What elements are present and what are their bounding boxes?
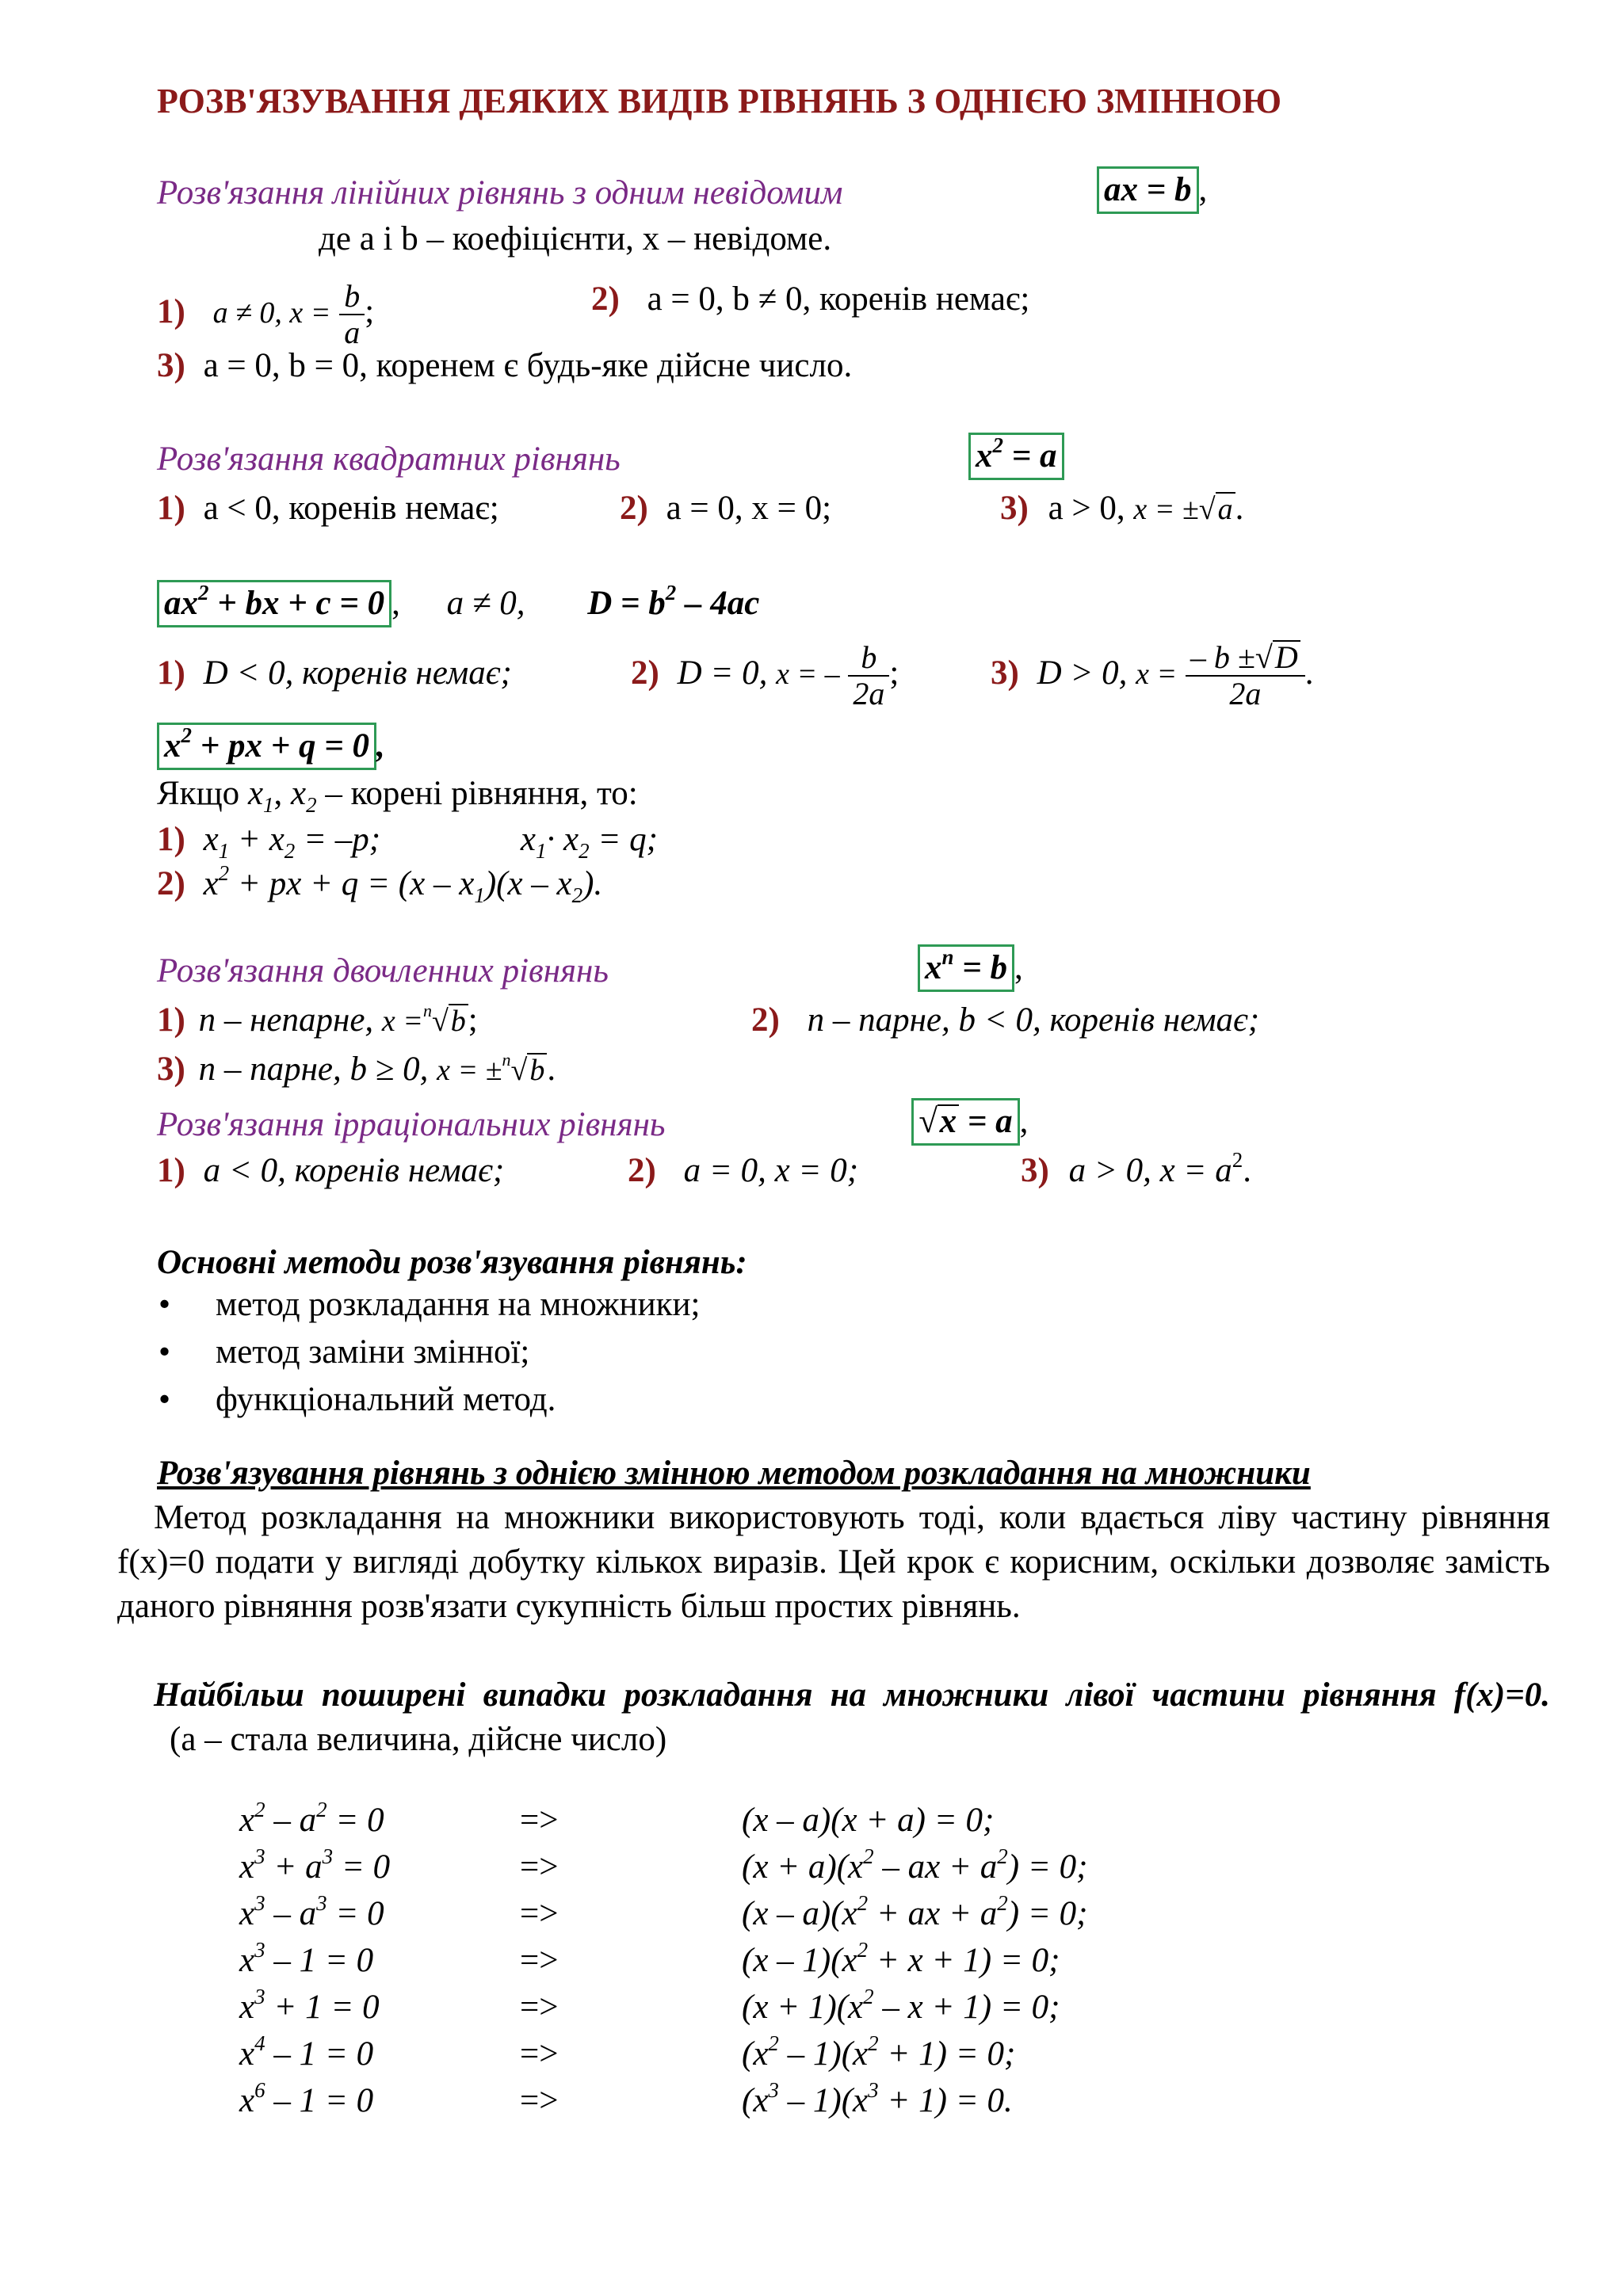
equation-left: $x^3 - 1 = 0$ bbox=[239, 1938, 374, 1979]
equation-factored: $(x + a)(x^2$ – ax + $a^2) = 0$; bbox=[742, 1844, 1088, 1886]
linear-formula: ax = b bbox=[1097, 166, 1199, 214]
quadratic-case-3: 3) a > 0, x = ±√a. bbox=[1000, 490, 1244, 527]
irrational-case-2: 2) a = 0, x = 0; bbox=[628, 1152, 859, 1189]
reduced-quadratic-formula: $x^2$ + px + q = 0 bbox=[157, 723, 376, 770]
general-case-2: 2) D = 0, x = – $\frac{b}{2a}$ ; bbox=[631, 639, 899, 711]
binomial-case-3: 3) n – парне, b ≥ 0, x = ±$^n$√b. bbox=[157, 1050, 556, 1088]
linear-heading: Розв'язання лінійних рівнянь з одним невідомим bbox=[157, 174, 843, 212]
irrational-heading: Розв'язання ірраціональних рівнянь bbox=[157, 1106, 666, 1143]
equation-left: $x^3 + a^3 = 0$ bbox=[239, 1844, 391, 1886]
linear-formula-box: ax = b , bbox=[1097, 166, 1207, 214]
equation-left: $x^6 - 1 = 0$ bbox=[239, 2078, 374, 2119]
implies-arrow: => bbox=[520, 2082, 559, 2119]
discriminant-formula: $D = b^2 - 4ac$ bbox=[587, 581, 760, 622]
binomial-heading: Розв'язання двочленних рівнянь bbox=[157, 952, 609, 990]
equation-left: $x^2 - a^2 = 0$ bbox=[239, 1798, 384, 1839]
implies-arrow: => bbox=[520, 1895, 559, 1932]
equation-factored: (x – a)(x + a) = 0; bbox=[742, 1802, 995, 1839]
equation-factored: $(x + 1)(x^2 - x + 1) = 0$; bbox=[742, 1985, 1060, 2026]
vieta-row-1: 1) $x_1 + x_2 = -p$; $x_1\cdot x_2 = q$; bbox=[157, 821, 658, 863]
general-case-3: 3) D > 0, x = $\frac{- b \pm√D}{2a}$ . bbox=[991, 639, 1314, 711]
vieta-intro: Якщо $x_1$, $x_2$ – корені рівняння, то: bbox=[157, 775, 638, 817]
implies-arrow: => bbox=[520, 1802, 559, 1839]
quadratic-formula: $x^2 = a$ bbox=[968, 433, 1064, 480]
linear-fraction: $\frac{b}{a}$ bbox=[339, 279, 365, 350]
general-quadratic-formula: $ax^2$ + bx + c = 0 bbox=[157, 580, 391, 627]
equation-factored: $(x - a)(x^2$ + ax + $a^2) = 0$; bbox=[742, 1891, 1088, 1932]
linear-case-1: 1) a ≠ 0, x = $\frac{b}{a}$ ; bbox=[157, 278, 375, 350]
methods-heading: Основні методи розв'язування рівнянь: bbox=[157, 1244, 747, 1281]
list-item: • функціональний метод. bbox=[158, 1381, 556, 1418]
equation-factored: $(x^2 - 1)(x^2 + 1) = 0$; bbox=[742, 2031, 1016, 2073]
implies-arrow: => bbox=[520, 1942, 559, 1979]
linear-where: де a і b – коефіцієнти, x – невідоме. bbox=[319, 220, 832, 257]
irrational-case-3: 3) a > 0, $x = a^2$. bbox=[1021, 1148, 1251, 1189]
page-title: РОЗВ'ЯЗУВАННЯ ДЕЯКИХ ВИДІВ РІВНЯНЬ З ОДНІЄЮ ЗМІННОЮ bbox=[157, 82, 1282, 120]
list-item: • метод заміни змінної; bbox=[158, 1333, 530, 1371]
reduced-quadratic-line: $x^2$ + px + q = 0 , bbox=[157, 723, 385, 770]
irrational-formula: √x = a bbox=[911, 1098, 1020, 1146]
binomial-case-2: 2) n – парне, b < 0, коренів немає; bbox=[751, 1001, 1260, 1039]
equation-factored: $(x^3 - 1)(x^3 + 1) = 0$. bbox=[742, 2078, 1013, 2119]
general-case-1: 1) D < 0, коренів немає; bbox=[157, 654, 512, 692]
binomial-formula-box: $x^n = b$ , bbox=[918, 944, 1023, 992]
factoring-cases-intro: Найбільш поширені випадки розкладання на множники лівої частини рівняння f(x)=0. (a – стала величина, дійсне число) bbox=[154, 1676, 1550, 1758]
quadratic-case-1: 1) a < 0, коренів немає; bbox=[157, 490, 499, 527]
factoring-heading: Розв'язування рівнянь з однією змінною методом розкладання на множники bbox=[157, 1455, 1311, 1492]
quadratic-heading: Розв'язання квадратних рівнянь bbox=[157, 441, 621, 478]
irrational-formula-box: √x = a , bbox=[911, 1098, 1028, 1146]
vieta-row-2: 2) $x^2$ + px + $q = (x - x_1)(x - x_2)$. bbox=[157, 861, 603, 907]
list-item: • метод розкладання на множники; bbox=[158, 1286, 701, 1323]
general-quadratic-line: $ax^2$ + bx + c = 0 , a ≠ 0, $D = b^2 - 4ac$ bbox=[157, 580, 759, 627]
equation-left: $x^3 + 1 = 0$ bbox=[239, 1985, 380, 2026]
quadratic-case-2: 2) a = 0, x = 0; bbox=[620, 490, 832, 527]
methods-list bbox=[158, 1281, 700, 1424]
irrational-case-1: 1) a < 0, коренів немає; bbox=[157, 1152, 505, 1189]
linear-case-2: 2) a = 0, b ≠ 0, коренів немає; bbox=[591, 280, 1030, 318]
linear-case-3: 3) a = 0, b = 0, коренем є будь-яке дійсне число. bbox=[157, 347, 853, 384]
implies-arrow: => bbox=[520, 1989, 559, 2026]
equation-left: $x^4 - 1 = 0$ bbox=[239, 2031, 374, 2073]
equation-left: $x^3 - a^3 = 0$ bbox=[239, 1891, 384, 1932]
binomial-formula: $x^n = b$ bbox=[918, 944, 1014, 992]
binomial-case-1: 1) n – непарне, x =$^n$√b; bbox=[157, 1001, 478, 1039]
equation-factored: $(x - 1)(x^2 + x + 1) = 0$; bbox=[742, 1938, 1060, 1979]
quadratic-formula-box bbox=[968, 433, 1064, 480]
factoring-paragraph: Метод розкладання на множники використовують тоді, коли вдається ліву частину рівняння f(x)=0 подати у вигляді добутку кількох виразів. Цей крок є корисним, оскільки дозволяє замість даного рівняння розв'язати сукупність більш простих рівнянь. bbox=[117, 1499, 1550, 1625]
implies-arrow: => bbox=[520, 1848, 559, 1886]
implies-arrow: => bbox=[520, 2035, 559, 2073]
